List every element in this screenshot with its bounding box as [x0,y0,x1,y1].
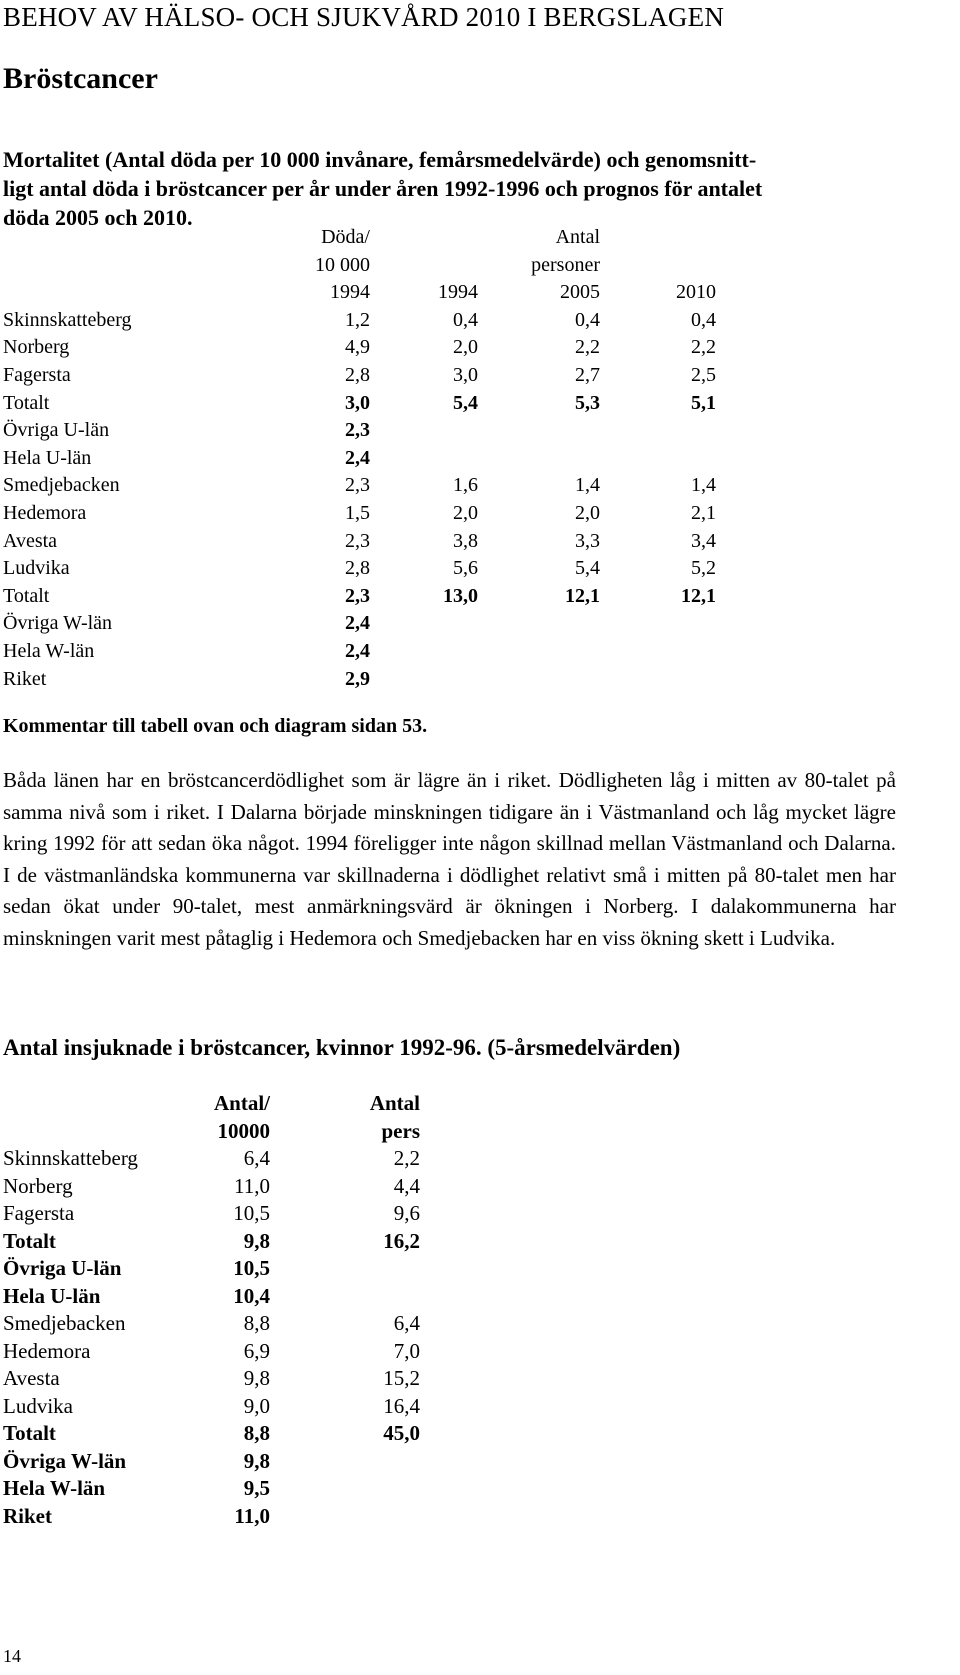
intro-line: Mortalitet (Antal döda per 10 000 invånare, femårsmedelvärde) och genomsnitt- [3,147,757,172]
table-cell: 5,2 [691,557,716,580]
table-cell: 11,0 [234,1173,270,1198]
row-label: Riket [3,667,47,690]
row-label: Totalt [3,1421,56,1445]
table-cell: 6,9 [243,1338,270,1363]
table-cell: 1,2 [345,308,370,331]
row-label: Hedemora [3,1338,91,1363]
column-header: Döda/ [321,226,370,248]
row-label: Fagersta [3,1201,75,1225]
row-label: Totalt [3,584,50,607]
row-label: Övriga W-län [3,1448,127,1473]
row-label: Norberg [3,1173,73,1198]
comment-heading: Kommentar till tabell ovan och diagram sidan 53. [3,715,428,737]
row-label: Hela W-län [3,640,95,662]
table-cell: 2,3 [345,474,370,497]
table-row [0,1310,960,1338]
table-cell: 1,5 [345,502,370,524]
table-cell: 13,0 [443,584,478,607]
table-row [0,637,960,665]
column-header: Antal [369,1091,420,1115]
row-label: Skinnskatteberg [3,1146,138,1170]
row-label: Smedjebacken [3,1311,126,1335]
table-row [0,333,960,361]
table-cell: 15,2 [383,1366,420,1390]
table-row [0,1503,960,1531]
table-header-row [0,1118,960,1146]
table-cell: 2,0 [453,336,478,359]
table-cell: 2,3 [345,529,370,552]
table-cell: 2,9 [345,667,370,690]
table-cell: 16,4 [383,1393,420,1418]
table-row [0,361,960,389]
table-row [0,1228,960,1256]
table-cell: 11,0 [234,1503,270,1528]
row-label: Övriga U-län [3,1256,122,1280]
table-cell: 1,4 [575,474,600,497]
row-label: Avesta [3,1366,60,1390]
table-row [0,609,960,637]
row-label: Norberg [3,336,70,359]
table-cell: 5,3 [575,391,600,414]
row-label: Hela W-län [3,1476,106,1500]
running-header: BEHOV AV HÄLSO- OCH SJUKVÅRD 2010 I BERGSLAGEN [3,2,725,32]
table-cell: 2,3 [345,419,370,442]
table-cell: 45,0 [383,1421,420,1445]
table-row [0,1475,960,1503]
page-number: 14 [3,1646,21,1666]
column-header: Antal/ [213,1091,270,1115]
table-cell: 10,5 [233,1201,270,1225]
table-cell: 0,4 [691,308,716,331]
table-row [0,1200,960,1228]
table-cell: 9,8 [243,1448,270,1473]
table-cell: 6,4 [393,1311,420,1335]
table-cell: 2,0 [453,502,478,524]
table-cell: 0,4 [575,308,600,331]
column-header: 2005 [560,281,600,304]
row-label: Ludvika [3,557,70,580]
table-cell: 5,6 [453,557,478,580]
table-cell: 9,0 [243,1393,270,1418]
incidence-title: Antal insjuknade i bröstcancer, kvinnor 1992-96. (5-årsmedelvärden) [3,1035,681,1060]
table-cell: 2,4 [345,612,370,635]
row-label: Avesta [3,529,58,552]
table-row [0,389,960,417]
row-label: Totalt [3,1228,56,1253]
table-cell: 3,0 [453,364,478,386]
column-header: Antal [555,226,600,248]
table-cell: 7,0 [393,1338,420,1363]
table-header-row [0,223,960,251]
table-cell: 3,0 [345,391,370,414]
table-row [0,1448,960,1476]
table-cell: 2,7 [575,364,600,386]
table-header-row [0,278,960,306]
column-header: personer [531,253,600,276]
column-header: pers [381,1118,420,1143]
row-label: Hela U-län [3,446,92,469]
table-header-row [0,1090,960,1118]
table-cell: 3,3 [575,529,600,552]
column-header: 1994 [330,281,370,304]
table-cell: 2,8 [345,557,370,580]
table-cell: 9,6 [393,1201,420,1225]
table-cell: 5,1 [691,391,716,414]
table-row [0,306,960,334]
row-label: Smedjebacken [3,474,120,497]
table-cell: 10,4 [233,1283,270,1308]
row-label: Övriga W-län [3,612,113,635]
table-cell: 2,4 [345,640,370,662]
table-row [0,444,960,472]
table-cell: 8,8 [243,1421,270,1445]
table-row [0,554,960,582]
intro-line: ligt antal döda i bröstcancer per år under åren 1992-1996 och prognos för antalet [3,176,763,201]
table-row [0,471,960,499]
table-header-row [0,251,960,279]
table-row [0,1283,960,1311]
row-label: Totalt [3,391,50,414]
table-cell: 0,4 [453,308,478,331]
table-cell: 3,8 [453,529,478,552]
table-cell: 4,9 [345,336,370,359]
table-cell: 2,2 [575,336,600,359]
table-cell: 12,1 [565,584,600,607]
intro-text [3,145,883,232]
table-row [0,1173,960,1201]
table-row [0,1338,960,1366]
intro-line: döda 2005 och 2010. [3,205,193,230]
row-label: Övriga U-län [3,419,110,442]
table-cell: 12,1 [681,584,716,607]
table-row [0,1420,960,1448]
table-cell: 6,4 [243,1146,270,1170]
column-header: 2010 [676,281,716,304]
table-cell: 2,1 [691,502,716,524]
table-cell: 5,4 [575,557,600,580]
table-row [0,527,960,555]
table-cell: 16,2 [383,1228,420,1253]
table-row [0,499,960,527]
column-header: 10 000 [315,253,370,276]
table-cell: 2,4 [345,446,370,469]
table-cell: 2,5 [691,364,716,386]
table-row [0,665,960,693]
table-cell: 9,8 [243,1366,270,1390]
row-label: Fagersta [3,364,71,386]
column-header: 10000 [217,1118,270,1143]
table-cell: 2,2 [393,1146,420,1170]
table-row [0,1255,960,1283]
section-title: Bröstcancer [3,62,158,95]
row-label: Ludvika [3,1393,73,1418]
table-row [0,1145,960,1173]
table-cell: 2,2 [691,336,716,359]
table-cell: 9,5 [243,1476,270,1500]
table-cell: 10,5 [233,1256,270,1280]
row-label: Hela U-län [3,1283,101,1308]
row-label: Riket [3,1503,52,1528]
table-cell: 1,6 [453,474,478,497]
row-label: Hedemora [3,502,87,524]
comment-paragraph: Båda länen har en bröstcancerdödlighet som är lägre än i riket. Dödligheten låg i mitten av 80-talet på samma nivå som i riket. I Dalarna började minskningen tidigare än i Västmanland och låg mycket lägre kring 1992 för att sedan öka något. 1994 föreligger inte någon skillnad mellan Västmanland och Dalarna. I de västmanländska kommunerna var skillnaderna i dödlighet relativt små i mitten på 80-talet men har sedan ökat under 90-talet, mest anmärkningsvärd är ökningen i Norberg. I dalakommunerna har minskningen varit mest påtaglig i Hedemora och Smedjebacken har en viss ökning skett i Ludvika. [3,768,896,950]
table-cell: 1,4 [691,474,716,497]
table-row [0,416,960,444]
column-header: 1994 [438,281,478,304]
table-row [0,1393,960,1421]
table-cell: 8,8 [243,1311,270,1335]
table-cell: 4,4 [393,1173,420,1198]
table-row [0,1365,960,1393]
table-cell: 3,4 [691,529,716,552]
table-cell: 2,3 [345,584,370,607]
table-cell: 5,4 [453,391,478,414]
table-row [0,582,960,610]
row-label: Skinnskatteberg [3,308,132,331]
table-cell: 2,8 [345,364,370,386]
table-cell: 9,8 [243,1228,270,1253]
table-cell: 2,0 [575,502,600,524]
